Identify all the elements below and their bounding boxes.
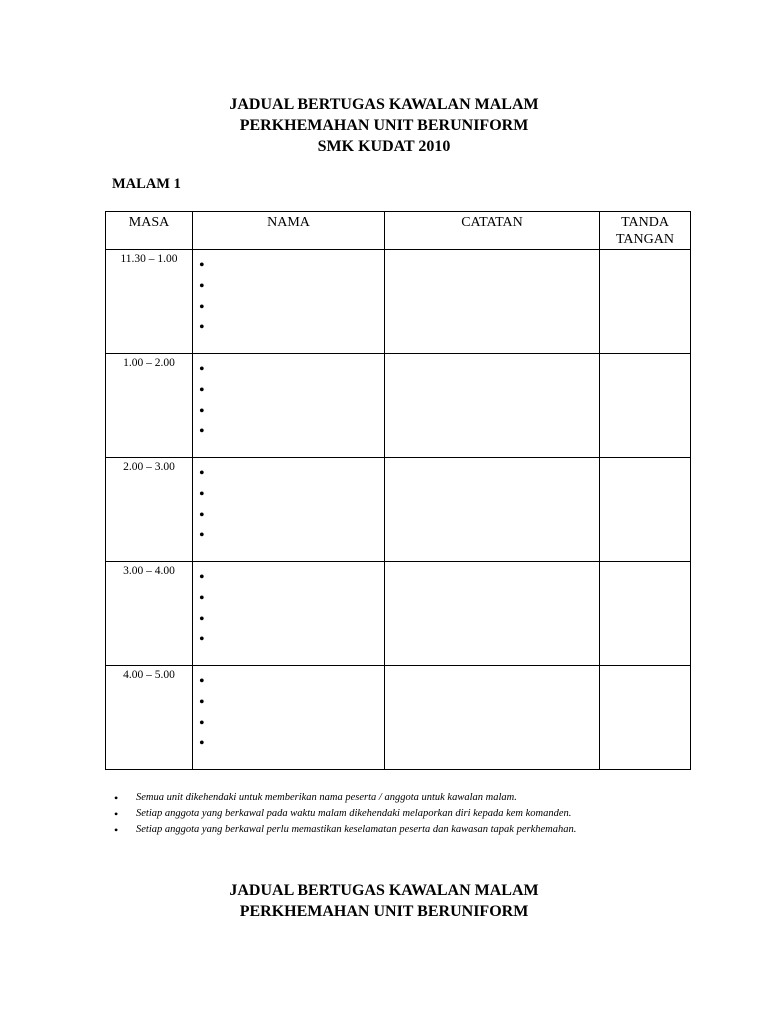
name-bullet-item — [199, 485, 384, 506]
duty-schedule-table — [105, 211, 691, 770]
second-title-line-1: JADUAL BERTUGAS KAWALAN MALAM — [229, 882, 539, 899]
signature-cell[interactable] — [600, 666, 691, 770]
name-bullet-list — [193, 458, 384, 547]
table-row — [106, 458, 691, 562]
note-item: • Semua unit dikehendaki untuk memberikan nama peserta / anggota untuk kawalan malam. — [112, 790, 576, 806]
title-line-2: PERKHEMAHAN UNIT BERUNIFORM — [239, 117, 529, 134]
catatan-cell[interactable] — [385, 354, 600, 458]
name-bullet-item — [199, 693, 384, 714]
time-cell — [106, 666, 193, 770]
time-slot-label: 3.00 – 4.00 — [123, 565, 175, 577]
name-cell[interactable] — [193, 458, 385, 562]
signature-cell[interactable] — [600, 562, 691, 666]
table-row — [106, 250, 691, 354]
table-header-row — [106, 212, 691, 250]
name-cell[interactable] — [193, 250, 385, 354]
document-title — [0, 94, 768, 157]
catatan-cell[interactable] — [385, 250, 600, 354]
catatan-cell[interactable] — [385, 562, 600, 666]
signature-cell[interactable] — [600, 458, 691, 562]
catatan-cell[interactable] — [385, 666, 600, 770]
name-bullet-item — [199, 734, 384, 755]
time-slot-label: 4.00 – 5.00 — [123, 669, 175, 681]
table-row — [106, 666, 691, 770]
time-slot-label: 1.00 – 2.00 — [123, 357, 175, 369]
name-cell[interactable] — [193, 666, 385, 770]
night-label: MALAM 1 — [112, 176, 181, 192]
title-line-3: SMK KUDAT 2010 — [317, 138, 451, 155]
time-slot-label: 2.00 – 3.00 — [123, 461, 175, 473]
signature-cell[interactable] — [600, 354, 691, 458]
name-bullet-item — [199, 568, 384, 589]
name-bullet-item — [199, 402, 384, 423]
name-bullet-list — [193, 250, 384, 339]
note-item: • Setiap anggota yang berkawal pada waktu malam dikehendaki melaporkan diri kepada kem komanden. — [112, 806, 576, 822]
second-title-line-2: PERKHEMAHAN UNIT BERUNIFORM — [239, 903, 529, 920]
name-bullet-item — [199, 256, 384, 277]
time-cell — [106, 354, 193, 458]
catatan-cell[interactable] — [385, 458, 600, 562]
name-cell[interactable] — [193, 354, 385, 458]
table-row — [106, 562, 691, 666]
signature-cell[interactable] — [600, 250, 691, 354]
name-bullet-item — [199, 714, 384, 735]
name-bullet-list — [193, 354, 384, 443]
name-bullet-item — [199, 422, 384, 443]
name-bullet-item — [199, 672, 384, 693]
time-cell — [106, 458, 193, 562]
name-bullet-item — [199, 381, 384, 402]
note-item: • Setiap anggota yang berkawal perlu memastikan keselamatan peserta dan kawasan tapak perkhemahan. — [112, 822, 576, 838]
name-bullet-item — [199, 298, 384, 319]
name-cell[interactable] — [193, 562, 385, 666]
name-bullet-item — [199, 610, 384, 631]
column-header-masa: MASA — [106, 212, 193, 250]
name-bullet-list — [193, 666, 384, 755]
name-bullet-item — [199, 589, 384, 610]
name-bullet-item — [199, 277, 384, 298]
table-row — [106, 354, 691, 458]
name-bullet-item — [199, 360, 384, 381]
second-document-title — [0, 880, 768, 922]
name-bullet-item — [199, 506, 384, 527]
column-header-catatan: CATATAN — [385, 212, 600, 250]
title-line-1: JADUAL BERTUGAS KAWALAN MALAM — [229, 96, 539, 113]
notes-list — [112, 790, 576, 838]
name-bullet-list — [193, 562, 384, 651]
column-header-tanda-line: TANDA — [621, 215, 669, 230]
time-cell — [106, 562, 193, 666]
column-header-tangan-line: TANGAN — [616, 232, 674, 247]
column-header-tanda-tangan — [600, 212, 691, 250]
name-bullet-item — [199, 318, 384, 339]
column-header-nama: NAMA — [193, 212, 385, 250]
name-bullet-item — [199, 526, 384, 547]
time-cell — [106, 250, 193, 354]
time-slot-label: 11.30 – 1.00 — [120, 253, 178, 265]
name-bullet-item — [199, 630, 384, 651]
name-bullet-item — [199, 464, 384, 485]
